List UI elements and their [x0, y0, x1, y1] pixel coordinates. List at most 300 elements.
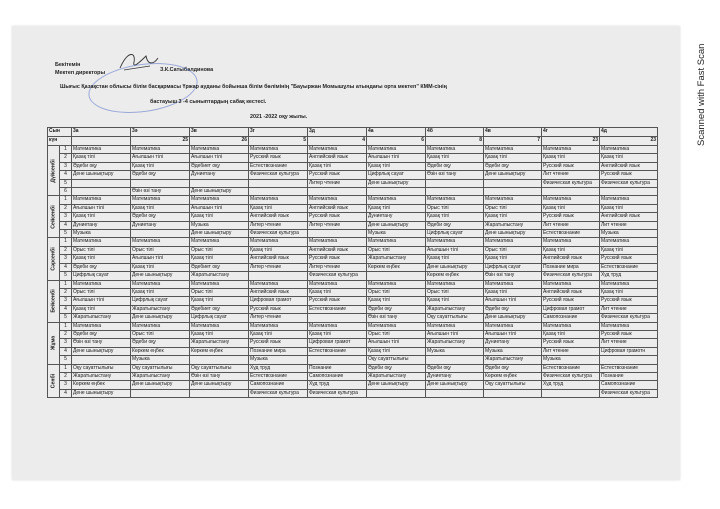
lesson-cell: Жаратылыстану: [484, 221, 542, 229]
lesson-cell: Литер чтение: [308, 179, 367, 187]
lesson-cell: Математика: [190, 146, 249, 154]
class-student-count: 5: [249, 137, 308, 146]
class-student-count: 4: [308, 137, 367, 146]
lesson-cell: Физическая культура: [600, 389, 658, 397]
lesson-cell: Русский язык: [542, 297, 600, 305]
lesson-cell: Физическая культура: [542, 372, 600, 380]
lesson-cell: Қазақ тілі: [367, 297, 426, 305]
class-student-count: [72, 137, 131, 146]
lesson-cell: Математика: [426, 238, 484, 246]
lesson-cell: Дене шынықтыру: [131, 381, 190, 389]
lesson-cell: Жаратылыстану: [131, 372, 190, 380]
lesson-cell: Физическая культура: [249, 230, 308, 238]
day-cell: [48, 364, 60, 398]
lesson-cell: [542, 389, 600, 397]
lesson-cell: Әдеби оқу: [426, 364, 484, 372]
lesson-cell: Математика: [542, 280, 600, 288]
lesson-cell: Физическая культура: [308, 389, 367, 397]
lesson-cell: Орыс тілі: [367, 246, 426, 254]
schedule-row: [48, 154, 658, 162]
lesson-cell: Өзін өзі тану: [72, 339, 131, 347]
lesson-cell: Өзін өзі тану: [190, 372, 249, 380]
lesson-cell: Английский язык: [600, 213, 658, 221]
schedule-row: [48, 322, 658, 330]
lesson-cell: Қазақ тілі: [72, 305, 131, 313]
lesson-cell: Қазақ тілі: [308, 162, 367, 170]
schedule-row: [48, 272, 658, 280]
lesson-cell: Английский язык: [542, 255, 600, 263]
lesson-cell: Худ труд: [600, 272, 658, 280]
lesson-cell: Дене шынықтыру: [131, 314, 190, 322]
lesson-cell: [72, 356, 131, 364]
lesson-cell: Дене шынықтыру: [367, 179, 426, 187]
lesson-cell: Английский язык: [249, 213, 308, 221]
schedule-row: [48, 204, 658, 212]
lesson-cell: Математика: [426, 322, 484, 330]
lesson-cell: Математика: [249, 146, 308, 154]
lesson-cell: [308, 230, 367, 238]
lesson-cell: Худ труд: [542, 381, 600, 389]
schedule-row: [48, 179, 658, 187]
lesson-cell: Музыка: [131, 356, 190, 364]
lesson-cell: Ағылшын тілі: [484, 330, 542, 338]
class-student-count: 8: [426, 137, 484, 146]
lesson-cell: [367, 272, 426, 280]
lesson-cell: Математика: [426, 196, 484, 204]
class-student-count: 25: [131, 137, 190, 146]
lesson-cell: Математика: [426, 146, 484, 154]
lesson-number: 2: [60, 246, 72, 254]
lesson-cell: Қазақ тілі: [72, 213, 131, 221]
lesson-cell: Математика: [367, 322, 426, 330]
lesson-cell: Әдеби оқу: [426, 221, 484, 229]
lesson-cell: Самопознание: [600, 381, 658, 389]
class-student-count: 23: [542, 137, 600, 146]
lesson-cell: Математика: [600, 146, 658, 154]
lesson-number: 3: [60, 255, 72, 263]
lesson-cell: Цифрлық сауат: [190, 314, 249, 322]
lesson-cell: Естествознание: [542, 230, 600, 238]
lesson-cell: Математика: [600, 280, 658, 288]
lesson-cell: Әдеби оқу: [484, 364, 542, 372]
lesson-cell: Математика: [484, 146, 542, 154]
lesson-cell: Математика: [249, 280, 308, 288]
lesson-cell: Математика: [484, 196, 542, 204]
lesson-cell: Английский язык: [542, 288, 600, 296]
lesson-number: 2: [60, 288, 72, 296]
lesson-cell: Қазақ тілі: [190, 330, 249, 338]
lesson-cell: Дене шынықтыру: [367, 381, 426, 389]
lesson-cell: Дүниетану: [131, 221, 190, 229]
lesson-cell: [367, 389, 426, 397]
lesson-cell: Математика: [131, 196, 190, 204]
lesson-cell: [308, 356, 367, 364]
lesson-cell: Орыс тілі: [190, 246, 249, 254]
lesson-cell: Английский язык: [600, 162, 658, 170]
lesson-cell: Оқу сауаттылығы: [367, 356, 426, 364]
lesson-number: 2: [60, 330, 72, 338]
lesson-cell: Қазақ тілі: [190, 297, 249, 305]
lesson-cell: [131, 230, 190, 238]
lesson-cell: Цифрлық сауат: [484, 263, 542, 271]
lesson-cell: Орыс тілі: [367, 288, 426, 296]
lesson-number: 4: [60, 171, 72, 179]
lesson-cell: Цифрлық сауат: [367, 171, 426, 179]
lesson-cell: Математика: [249, 322, 308, 330]
lesson-cell: Қазақ тілі: [484, 213, 542, 221]
schedule-row: [48, 364, 658, 372]
lesson-cell: Математика: [484, 280, 542, 288]
lesson-cell: Математика: [542, 238, 600, 246]
lesson-cell: Қазақ тілі: [308, 330, 367, 338]
lesson-cell: Көркем еңбек: [426, 272, 484, 280]
lesson-cell: Естествознание: [249, 162, 308, 170]
lesson-cell: Дене шынықтыру: [131, 272, 190, 280]
lesson-cell: Познание мира: [249, 347, 308, 355]
lesson-cell: Ағылшын тілі: [484, 297, 542, 305]
scanner-watermark: Scanned with Fast Scan: [696, 43, 707, 146]
lesson-cell: Математика: [131, 280, 190, 288]
lesson-cell: Дене шынықтыру: [72, 171, 131, 179]
lesson-cell: [131, 389, 190, 397]
lesson-cell: Жаратылыстану: [426, 305, 484, 313]
day-cell: [48, 146, 60, 196]
lesson-cell: Математика: [367, 280, 426, 288]
lesson-cell: Самопознание: [542, 314, 600, 322]
schedule-row: [48, 171, 658, 179]
lesson-cell: Өзін өзі тану: [426, 171, 484, 179]
lesson-cell: Русский язык: [308, 213, 367, 221]
lesson-cell: Қазақ тілі: [600, 154, 658, 162]
title-line-1: Шығыс Қазақстан облысы білім басқармасы Үржар ауданы бойынша білім бөлімінің "Бауыржан Момышұлы атындағы орта мектеп" КММ-сінің: [60, 84, 447, 90]
lesson-cell: Жаратылыстану: [484, 356, 542, 364]
lesson-cell: Музыка: [72, 230, 131, 238]
lesson-cell: Қазақ тілі: [72, 255, 131, 263]
lesson-cell: Музыка: [367, 230, 426, 238]
lesson-cell: Русский язык: [542, 339, 600, 347]
lesson-number: 1: [60, 322, 72, 330]
lesson-cell: Орыс тілі: [72, 246, 131, 254]
lesson-cell: Естествознание: [542, 364, 600, 372]
lesson-cell: Музыка: [484, 347, 542, 355]
lesson-number: 1: [60, 280, 72, 288]
lesson-cell: Әдеби оқу: [72, 162, 131, 170]
lesson-cell: Литер чтение: [308, 263, 367, 271]
lesson-cell: [190, 389, 249, 397]
class-header: 3в: [190, 128, 249, 137]
schedule-row: [48, 238, 658, 246]
lesson-cell: Ағылшын тілі: [367, 339, 426, 347]
lesson-cell: Математика: [249, 196, 308, 204]
lesson-cell: Математика: [249, 238, 308, 246]
lesson-cell: Математика: [542, 196, 600, 204]
lesson-cell: Русский язык: [600, 255, 658, 263]
lesson-number: 1: [60, 196, 72, 204]
lesson-cell: Русский язык: [600, 330, 658, 338]
lesson-cell: [131, 179, 190, 187]
lesson-cell: Қазақ тілі: [367, 204, 426, 212]
lesson-cell: [190, 356, 249, 364]
schedule-row: [48, 162, 658, 170]
lesson-cell: Қазақ тілі: [249, 330, 308, 338]
lesson-cell: Русский язык: [308, 297, 367, 305]
lesson-cell: Литер чтение: [308, 221, 367, 229]
lesson-cell: Познание: [600, 372, 658, 380]
title-line-2: бастауыш 3 -4 сыныптардың сабақ кестесі.: [150, 99, 267, 105]
lesson-cell: Қазақ тілі: [600, 246, 658, 254]
lesson-cell: Қазақ тілі: [426, 213, 484, 221]
lesson-cell: Математика: [426, 280, 484, 288]
approval-line-2: Мектеп директоры: [55, 70, 106, 76]
lesson-cell: Орыс тілі: [131, 246, 190, 254]
lesson-cell: Математика: [131, 238, 190, 246]
class-header: 3д: [308, 128, 367, 137]
lesson-cell: Әдеби оқу: [72, 263, 131, 271]
lesson-cell: Дене шынықтыру: [190, 230, 249, 238]
lesson-cell: Русский язык: [308, 255, 367, 263]
lesson-number: 5: [60, 314, 72, 322]
lesson-cell: Цифровая грамот: [308, 339, 367, 347]
day-label: Дүйсенбі: [49, 159, 56, 183]
lesson-number: 5: [60, 179, 72, 187]
lesson-cell: Математика: [72, 322, 131, 330]
lesson-cell: Жаратылыстану: [426, 339, 484, 347]
class-header: 4г: [542, 128, 600, 137]
lesson-cell: Математика: [367, 196, 426, 204]
lesson-cell: [426, 356, 484, 364]
lesson-cell: Математика: [484, 238, 542, 246]
schedule-row: [48, 146, 658, 154]
class-header: 4а: [367, 128, 426, 137]
lesson-cell: Цифрлық сауат: [426, 230, 484, 238]
lesson-cell: Орыс тілі: [131, 330, 190, 338]
lesson-cell: Математика: [600, 322, 658, 330]
lesson-cell: Английский язык: [308, 154, 367, 162]
lesson-cell: Русский язык: [308, 171, 367, 179]
lesson-cell: Қазақ тілі: [367, 347, 426, 355]
lesson-cell: [600, 188, 658, 196]
lesson-cell: Жаратылыстану: [131, 305, 190, 313]
lesson-cell: Қазақ тілі: [249, 246, 308, 254]
lesson-cell: Физическая культура: [308, 272, 367, 280]
lesson-cell: Математика: [542, 146, 600, 154]
lesson-cell: Орыс тілі: [72, 288, 131, 296]
lesson-cell: Русский язык: [600, 297, 658, 305]
lesson-cell: Литер чтение: [249, 314, 308, 322]
lesson-cell: Өзін өзі тану: [367, 314, 426, 322]
schedule-row: [48, 188, 658, 196]
lesson-cell: Ағылшын тілі: [367, 154, 426, 162]
lesson-number: 5: [60, 272, 72, 280]
lesson-cell: Оқу сауаттылығы: [190, 364, 249, 372]
lesson-cell: Қазақ тілі: [542, 204, 600, 212]
lesson-cell: Дене шынықтыру: [367, 221, 426, 229]
class-student-count: 26: [190, 137, 249, 146]
day-label: Жұма: [49, 335, 56, 351]
lesson-cell: Қазақ тілі: [542, 154, 600, 162]
lesson-cell: Қазақ тілі: [308, 288, 367, 296]
lesson-cell: Математика: [308, 280, 367, 288]
lesson-cell: Цифрлық сауат: [72, 272, 131, 280]
lesson-cell: Әдеби оқу: [426, 162, 484, 170]
lesson-cell: Математика: [308, 146, 367, 154]
lesson-cell: Дене шынықтыру: [426, 263, 484, 271]
class-header: 3а: [72, 128, 131, 137]
day-label: Сенбі: [49, 373, 56, 389]
lesson-cell: Әдеби оқу: [367, 364, 426, 372]
class-header: 4д: [600, 128, 658, 137]
lesson-cell: Орыс тілі: [190, 288, 249, 296]
lesson-cell: Әдеби оқу: [131, 213, 190, 221]
schedule-row: [48, 213, 658, 221]
lesson-cell: [249, 179, 308, 187]
lesson-cell: Английский язык: [249, 255, 308, 263]
lesson-cell: [308, 314, 367, 322]
schedule-row: [48, 339, 658, 347]
schedule-row: [48, 372, 658, 380]
schedule-row: [48, 305, 658, 313]
lesson-cell: Английский язык: [249, 288, 308, 296]
lesson-cell: Жаратылыстану: [367, 372, 426, 380]
schedule-row: [48, 381, 658, 389]
lesson-number: 1: [60, 364, 72, 372]
lesson-cell: Қазақ тілі: [484, 154, 542, 162]
lesson-cell: Қазақ тілі: [484, 255, 542, 263]
lesson-cell: Русский язык: [600, 171, 658, 179]
day-cell: [48, 238, 60, 280]
day-label: Сәрсенбі: [49, 247, 56, 271]
lesson-cell: Естествознание: [308, 347, 367, 355]
lesson-cell: Английский язык: [308, 246, 367, 254]
lesson-cell: Математика: [72, 146, 131, 154]
lesson-cell: Математика: [308, 322, 367, 330]
class-header: 4в: [484, 128, 542, 137]
lesson-number: 3: [60, 297, 72, 305]
lesson-cell: Қазақ тілі: [131, 162, 190, 170]
lesson-cell: Дене шынықтыру: [426, 381, 484, 389]
lesson-cell: Көркем еңбек: [484, 372, 542, 380]
lesson-cell: Оқу сауаттылығы: [131, 364, 190, 372]
lesson-cell: [484, 188, 542, 196]
lesson-number: 5: [60, 230, 72, 238]
schedule-header: [48, 128, 658, 146]
lesson-cell: Цифровая грамот: [249, 297, 308, 305]
lesson-cell: Дүниетану: [484, 339, 542, 347]
lesson-cell: Физическая культура: [600, 179, 658, 187]
lesson-cell: Цифрлық сауат: [131, 297, 190, 305]
schedule-row: [48, 230, 658, 238]
lesson-cell: Орыс тілі: [426, 204, 484, 212]
lesson-cell: Оқу сауаттылығы: [72, 364, 131, 372]
lesson-cell: Музыка: [600, 230, 658, 238]
lesson-cell: Қазақ тілі: [426, 297, 484, 305]
lesson-cell: Жаратылыстану: [367, 255, 426, 263]
lesson-number: 4: [60, 347, 72, 355]
lesson-cell: Дене шынықтыру: [484, 230, 542, 238]
lesson-number: 4: [60, 221, 72, 229]
schedule-row: [48, 288, 658, 296]
lesson-cell: Лит чтение: [542, 171, 600, 179]
lesson-cell: Көркем еңбек: [367, 263, 426, 271]
lesson-cell: Русский язык: [249, 154, 308, 162]
lesson-cell: Естествознание: [249, 372, 308, 380]
lesson-cell: Дүниетану: [426, 372, 484, 380]
lesson-cell: Қазақ тілі: [484, 288, 542, 296]
lesson-number: 3: [60, 213, 72, 221]
class-student-count: 23: [600, 137, 658, 146]
lesson-cell: Көркем еңбек: [72, 381, 131, 389]
lesson-cell: Қазақ тілі: [131, 288, 190, 296]
day-label: Сейсенбі: [49, 205, 56, 229]
lesson-number: 1: [60, 238, 72, 246]
lesson-cell: Математика: [600, 238, 658, 246]
lesson-cell: Өзін өзі тану: [131, 188, 190, 196]
class-header: 4б: [426, 128, 484, 137]
lesson-cell: Әдеби оқу: [484, 305, 542, 313]
lesson-cell: Музыка: [426, 347, 484, 355]
lesson-cell: Жаратылыстану: [72, 314, 131, 322]
lesson-cell: Ағылшын тілі: [72, 297, 131, 305]
lesson-cell: [72, 179, 131, 187]
lesson-cell: Естествознание: [600, 364, 658, 372]
lesson-cell: Әдеби оқу: [131, 171, 190, 179]
schedule-row: [48, 263, 658, 271]
lesson-cell: Жаратылыстану: [190, 339, 249, 347]
lesson-cell: Ағылшын тілі: [426, 246, 484, 254]
lesson-cell: Дене шынықтыру: [190, 188, 249, 196]
lesson-cell: Математика: [308, 238, 367, 246]
lesson-cell: Естествознание: [308, 305, 367, 313]
schedule-row: [48, 196, 658, 204]
lesson-cell: Естествознание: [600, 263, 658, 271]
lesson-cell: [426, 188, 484, 196]
lesson-cell: Математика: [367, 238, 426, 246]
schedule-row: [48, 297, 658, 305]
lesson-cell: Қазақ тілі: [190, 255, 249, 263]
lesson-cell: Дүниетану: [367, 213, 426, 221]
lesson-cell: Литер чтение: [249, 263, 308, 271]
lesson-cell: Познание мира: [542, 263, 600, 271]
lesson-cell: Қазақ тілі: [542, 246, 600, 254]
schedule-row: [48, 389, 658, 397]
academic-year: 2021 -2022 оқу жылы.: [250, 114, 308, 120]
lesson-cell: Худ труд: [249, 364, 308, 372]
lesson-cell: Английский язык: [308, 204, 367, 212]
schedule-body: [48, 146, 658, 398]
lesson-cell: Худ труд: [308, 381, 367, 389]
lesson-cell: Физическая культура: [249, 389, 308, 397]
lesson-cell: Математика: [367, 146, 426, 154]
lesson-cell: Қазақ тілі: [600, 288, 658, 296]
lesson-cell: Математика: [190, 196, 249, 204]
day-cell: [48, 196, 60, 238]
lesson-cell: Музыка: [249, 356, 308, 364]
lesson-cell: [484, 389, 542, 397]
schedule-row: [48, 255, 658, 263]
lesson-cell: Цифровая грамотн: [600, 347, 658, 355]
lesson-number: 1: [60, 146, 72, 154]
lesson-cell: [367, 188, 426, 196]
schedule-row: [48, 246, 658, 254]
lesson-cell: Ағылшын тілі: [131, 154, 190, 162]
lesson-cell: Орыс тілі: [367, 330, 426, 338]
lesson-cell: Қазақ тілі: [72, 154, 131, 162]
lesson-cell: Лит чтение: [600, 339, 658, 347]
lesson-cell: Қазақ тілі: [131, 204, 190, 212]
lesson-cell: Әдеби оқу: [72, 330, 131, 338]
class-header: 3ә: [131, 128, 190, 137]
lesson-cell: Физическая культура: [600, 314, 658, 322]
